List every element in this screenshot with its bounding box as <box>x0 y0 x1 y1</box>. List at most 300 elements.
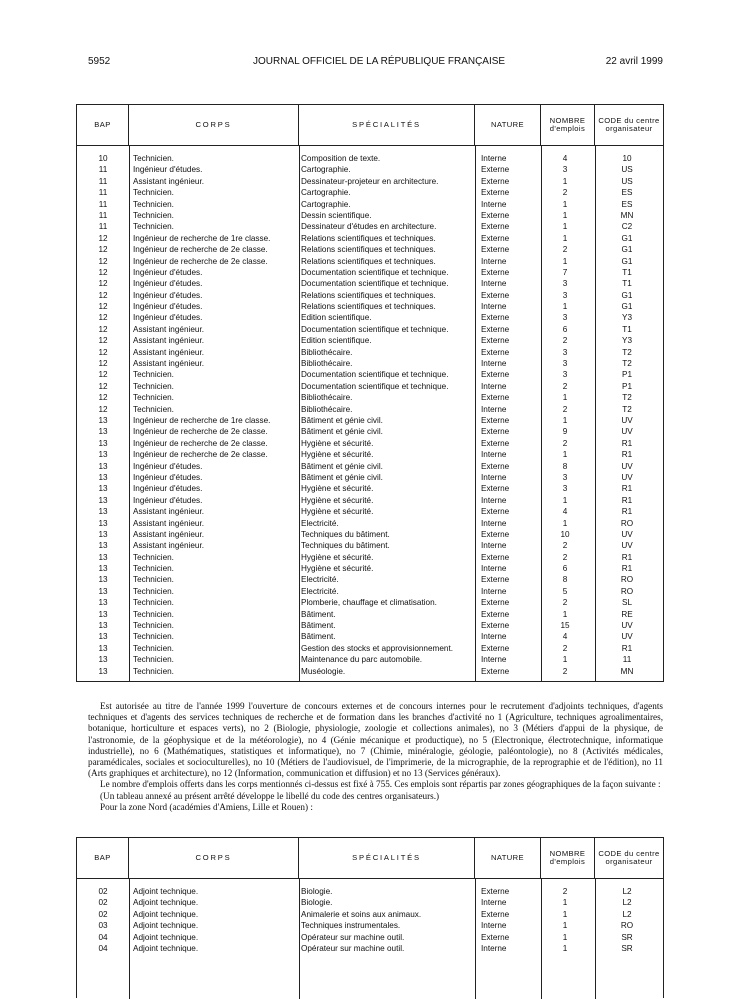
table-row <box>77 495 663 506</box>
cell-code: R1 <box>621 507 633 517</box>
cell-specialite: Electricité. <box>301 575 339 585</box>
cell-nature: Interne <box>481 472 507 482</box>
cell-code: SR <box>621 943 633 953</box>
cell-code: T1 <box>622 324 632 334</box>
cell-nombre: 1 <box>562 898 568 908</box>
table-row <box>77 586 663 597</box>
table-row <box>77 438 663 449</box>
cell-corps: Ingénieur de recherche de 2e classe. <box>133 245 268 255</box>
cell-bap: 13 <box>98 586 108 596</box>
cell-nombre: 1 <box>562 393 568 403</box>
table-row <box>77 654 663 665</box>
cell-bap: 13 <box>98 427 108 437</box>
cell-bap: 12 <box>98 393 108 403</box>
cell-specialite: Animalerie et soins aux animaux. <box>301 909 422 919</box>
cell-nature: Interne <box>481 943 507 953</box>
cell-code: UV <box>621 472 633 482</box>
table-row <box>77 153 663 164</box>
cell-code: G1 <box>621 290 633 300</box>
cell-specialite: Gestion des stocks et approvisionnement. <box>301 643 454 653</box>
cell-bap: 02 <box>98 909 108 919</box>
cell-bap: 12 <box>98 370 108 380</box>
cell-nature: Externe <box>481 461 510 471</box>
cell-corps: Ingénieur d'études. <box>133 302 203 312</box>
cell-specialite: Bâtiment et génie civil. <box>301 472 383 482</box>
cell-nombre: 9 <box>562 427 568 437</box>
cell-specialite: Documentation scientifique et technique. <box>301 370 449 380</box>
cell-corps: Technicien. <box>133 575 174 585</box>
cell-nombre: 3 <box>562 472 568 482</box>
table-row <box>77 932 663 943</box>
cell-corps: Technicien. <box>133 381 174 391</box>
cell-bap: 10 <box>98 154 108 163</box>
cell-code: MN <box>620 666 634 676</box>
cell-bap: 13 <box>98 472 108 482</box>
cell-bap: 02 <box>98 887 108 896</box>
cell-bap: 11 <box>98 188 108 198</box>
cell-nombre: 1 <box>562 943 568 953</box>
paragraph-count: Le nombre d'emplois offerts dans les corps mentionnés ci-dessus est fixé à 755. Ces emplois sont répartis par zones géographiques de la façon suivante : <box>100 779 661 790</box>
col-bap: BAP <box>77 838 129 878</box>
cell-code: US <box>621 165 633 175</box>
cell-nature: Interne <box>481 199 507 209</box>
cell-bap: 13 <box>98 529 108 539</box>
cell-nombre: 1 <box>562 176 568 186</box>
cell-nombre: 1 <box>562 921 568 931</box>
cell-code: UV <box>621 427 633 437</box>
cell-bap: 11 <box>98 176 108 186</box>
cell-nature: Externe <box>481 290 510 300</box>
cell-code: T1 <box>622 279 632 289</box>
cell-nature: Interne <box>481 564 507 574</box>
col-code: CODE du centre organisateur <box>598 848 660 866</box>
cell-nombre: 1 <box>562 609 568 619</box>
cell-nombre: 4 <box>562 154 568 163</box>
table-row <box>77 415 663 426</box>
cell-nombre: 1 <box>562 210 568 220</box>
cell-specialite: Relations scientifiques et techniques. <box>301 233 436 243</box>
cell-specialite: Relations scientifiques et techniques. <box>301 256 436 266</box>
table-row <box>77 506 663 517</box>
cell-nature: Externe <box>481 438 510 448</box>
cell-specialite: Dessinateur d'études en architecture. <box>301 222 437 232</box>
issue-date: 22 avril 1999 <box>605 56 663 67</box>
table-row <box>77 221 663 232</box>
cell-code: G1 <box>621 256 633 266</box>
cell-nature: Interne <box>481 655 507 665</box>
cell-code: SR <box>621 932 633 942</box>
col-corps: CORPS <box>129 838 299 878</box>
cell-corps: Technicien. <box>133 586 174 596</box>
journal-title: JOURNAL OFFICIEL DE LA RÉPUBLIQUE FRANÇAISE <box>253 56 506 67</box>
cell-corps: Technicien. <box>133 655 174 665</box>
cell-nombre: 1 <box>562 233 568 243</box>
table-row <box>77 909 663 920</box>
cell-nature: Externe <box>481 233 510 243</box>
cell-specialite: Bâtiment et génie civil. <box>301 461 383 471</box>
table-row <box>77 278 663 289</box>
cell-bap: 12 <box>98 336 108 346</box>
cell-corps: Ingénieur de recherche de 2e classe. <box>133 450 268 460</box>
table-row <box>77 404 663 415</box>
cell-bap: 12 <box>98 302 108 312</box>
cell-nombre: 1 <box>562 655 568 665</box>
cell-nature: Externe <box>481 484 510 494</box>
cell-bap: 13 <box>98 518 108 528</box>
cell-bap: 13 <box>98 609 108 619</box>
cell-bap: 13 <box>98 598 108 608</box>
cell-nombre: 1 <box>562 222 568 232</box>
cell-corps: Adjoint technique. <box>133 909 199 919</box>
cell-nature: Externe <box>481 932 510 942</box>
cell-nature: Externe <box>481 165 510 175</box>
cell-nature: Interne <box>481 279 507 289</box>
table-row <box>77 324 663 335</box>
table-row <box>77 449 663 460</box>
cell-corps: Ingénieur d'études. <box>133 267 203 277</box>
cell-code: T2 <box>622 393 632 403</box>
cell-code: 11 <box>622 655 632 665</box>
cell-corps: Ingénieur d'études. <box>133 472 203 482</box>
paragraph-authorization: Est autorisée au titre de l'année 1999 l'ouverture de concours externes et de concours internes pour le recrutement d'adjoints techniques, d'agents techniques et d'agents des services techniques de recherche et de formation dans les branches d'activité no 1 (Agriculture, techniques agroalimentaires, botanique, horticulture et espaces verts), no 2 (Biologie, physiologie, zoologie et collections animales), no 3 (Métiers d'appui de la physique, de l'astronomie, de la géophysique et de la météorologie), no 4 (Génie mécanique et productique), no 5 (Electronique, électrotechnique, informatique industrielle), no 6 (Mathématiques, statistiques et informatique), no 7 (Chimie, minéralogie, géologie, paléontologie), no 8 (Activités médicales, paramédicales, sociales et socioculturelles), no 10 (Métiers de l'audiovisuel, de l'imprimerie, de la micrographie, de la reprographie et de l'édition), no 11 (Arts graphiques et architecture), no 12 (Information, communication et diffusion) et no 13 (Services généraux). <box>88 701 663 779</box>
cell-specialite: Documentation scientifique et technique. <box>301 381 449 391</box>
table-recruitment-zone-nord <box>76 837 664 998</box>
cell-nombre: 8 <box>562 461 568 471</box>
cell-specialite: Electricité. <box>301 518 339 528</box>
cell-corps: Technicien. <box>133 210 174 220</box>
table-row <box>77 358 663 369</box>
cell-specialite: Hygiène et sécurité. <box>301 438 374 448</box>
cell-specialite: Hygiène et sécurité. <box>301 552 374 562</box>
cell-nature: Externe <box>481 643 510 653</box>
cell-nature: Externe <box>481 324 510 334</box>
cell-bap: 13 <box>98 495 108 505</box>
cell-corps: Adjoint technique. <box>133 921 199 931</box>
cell-bap: 13 <box>98 621 108 631</box>
cell-nature: Externe <box>481 887 510 896</box>
cell-nature: Interne <box>481 381 507 391</box>
cell-corps: Ingénieur d'études. <box>133 279 203 289</box>
table-row <box>77 335 663 346</box>
cell-nombre: 3 <box>562 484 568 494</box>
cell-nombre: 2 <box>562 552 568 562</box>
col-nombre: NOMBRE d'emplois <box>541 838 595 878</box>
cell-nature: Interne <box>481 586 507 596</box>
cell-nombre: 2 <box>562 245 568 255</box>
cell-specialite: Bibliothécaire. <box>301 393 353 403</box>
col-code: CODE du centre organisateur <box>598 115 660 133</box>
paragraph-annex-note: (Un tableau annexé au présent arrêté développe le libellé du code des centres organisateurs.) <box>100 790 440 801</box>
table-row <box>77 666 663 677</box>
cell-specialite: Biologie. <box>301 898 333 908</box>
cell-bap: 13 <box>98 666 108 676</box>
cell-nombre: 1 <box>562 450 568 460</box>
cell-corps: Ingénieur d'études. <box>133 290 203 300</box>
cell-bap: 12 <box>98 404 108 414</box>
cell-nature: Interne <box>481 921 507 931</box>
table-row <box>77 643 663 654</box>
table-row <box>77 886 663 897</box>
cell-specialite: Cartographie. <box>301 199 351 209</box>
cell-corps: Assistant ingénieur. <box>133 324 205 334</box>
cell-nombre: 3 <box>562 313 568 323</box>
cell-nombre: 15 <box>560 621 570 631</box>
cell-code: RE <box>621 609 633 619</box>
table-row <box>77 943 663 954</box>
cell-specialite: Edition scientifique. <box>301 313 372 323</box>
cell-specialite: Documentation scientifique et technique. <box>301 279 449 289</box>
cell-nombre: 1 <box>562 302 568 312</box>
cell-nombre: 2 <box>562 541 568 551</box>
cell-bap: 12 <box>98 233 108 243</box>
cell-nature: Interne <box>481 450 507 460</box>
cell-corps: Adjoint technique. <box>133 943 199 953</box>
cell-nombre: 1 <box>562 518 568 528</box>
cell-corps: Technicien. <box>133 222 174 232</box>
table-row <box>77 574 663 585</box>
table-row <box>77 347 663 358</box>
cell-code: RO <box>620 518 634 528</box>
cell-bap: 13 <box>98 552 108 562</box>
cell-corps: Assistant ingénieur. <box>133 347 205 357</box>
cell-specialite: Dessin scientifique. <box>301 210 372 220</box>
cell-specialite: Documentation scientifique et technique. <box>301 267 449 277</box>
cell-corps: Technicien. <box>133 188 174 198</box>
table-row <box>77 199 663 210</box>
cell-specialite: Bâtiment. <box>301 609 336 619</box>
cell-code: UV <box>621 621 633 631</box>
cell-nombre: 2 <box>562 666 568 676</box>
cell-nombre: 5 <box>562 586 568 596</box>
table-row <box>77 631 663 642</box>
cell-code: UV <box>621 415 633 425</box>
cell-corps: Technicien. <box>133 666 174 676</box>
cell-specialite: Bibliothécaire. <box>301 404 353 414</box>
cell-code: L2 <box>622 909 632 919</box>
cell-code: RO <box>620 575 634 585</box>
cell-code: UV <box>621 632 633 642</box>
cell-nature: Externe <box>481 529 510 539</box>
cell-bap: 13 <box>98 415 108 425</box>
cell-corps: Assistant ingénieur. <box>133 507 205 517</box>
cell-bap: 12 <box>98 279 108 289</box>
cell-nature: Externe <box>481 666 510 676</box>
cell-code: R1 <box>621 484 633 494</box>
table-row <box>77 552 663 563</box>
cell-nature: Externe <box>481 210 510 220</box>
cell-nature: Interne <box>481 256 507 266</box>
cell-bap: 13 <box>98 484 108 494</box>
cell-specialite: Bâtiment. <box>301 632 336 642</box>
cell-nature: Externe <box>481 609 510 619</box>
cell-bap: 12 <box>98 313 108 323</box>
table-row <box>77 312 663 323</box>
cell-corps: Ingénieur d'études. <box>133 461 203 471</box>
cell-specialite: Hygiène et sécurité. <box>301 507 374 517</box>
cell-corps: Ingénieur d'études. <box>133 484 203 494</box>
table-row <box>77 483 663 494</box>
cell-nombre: 8 <box>562 575 568 585</box>
cell-specialite: Techniques du bâtiment. <box>301 529 390 539</box>
table-row <box>77 267 663 278</box>
cell-corps: Technicien. <box>133 621 174 631</box>
table-row <box>77 244 663 255</box>
cell-nombre: 1 <box>562 495 568 505</box>
cell-bap: 13 <box>98 507 108 517</box>
cell-code: T2 <box>622 359 632 369</box>
cell-nombre: 6 <box>562 324 568 334</box>
cell-corps: Technicien. <box>133 393 174 403</box>
cell-bap: 11 <box>98 222 108 232</box>
cell-code: RO <box>620 586 634 596</box>
cell-bap: 13 <box>98 575 108 585</box>
cell-nombre: 3 <box>562 279 568 289</box>
table-row <box>77 210 663 221</box>
cell-bap: 03 <box>98 921 108 931</box>
cell-nombre: 3 <box>562 359 568 369</box>
cell-code: R1 <box>621 450 633 460</box>
table-body <box>77 879 663 999</box>
cell-corps: Technicien. <box>133 154 174 163</box>
cell-nature: Externe <box>481 621 510 631</box>
cell-corps: Assistant ingénieur. <box>133 518 205 528</box>
table-row <box>77 187 663 198</box>
cell-nature: Interne <box>481 154 507 163</box>
table-row <box>77 426 663 437</box>
cell-nombre: 4 <box>562 507 568 517</box>
cell-bap: 12 <box>98 267 108 277</box>
cell-bap: 13 <box>98 643 108 653</box>
cell-corps: Assistant ingénieur. <box>133 529 205 539</box>
table-row <box>77 540 663 551</box>
cell-code: L2 <box>622 898 632 908</box>
cell-specialite: Bibliothécaire. <box>301 359 353 369</box>
cell-nombre: 7 <box>562 267 568 277</box>
cell-bap: 11 <box>98 210 108 220</box>
cell-bap: 04 <box>98 943 108 953</box>
cell-code: G1 <box>621 245 633 255</box>
cell-corps: Assistant ingénieur. <box>133 176 205 186</box>
cell-bap: 02 <box>98 898 108 908</box>
cell-code: RO <box>620 921 634 931</box>
cell-specialite: Bibliothécaire. <box>301 347 353 357</box>
cell-nature: Interne <box>481 632 507 642</box>
cell-specialite: Opérateur sur machine outil. <box>301 932 405 942</box>
cell-specialite: Documentation scientifique et technique. <box>301 324 449 334</box>
cell-bap: 13 <box>98 632 108 642</box>
cell-nature: Externe <box>481 598 510 608</box>
cell-specialite: Bâtiment et génie civil. <box>301 415 383 425</box>
cell-bap: 12 <box>98 347 108 357</box>
cell-specialite: Electricité. <box>301 586 339 596</box>
cell-corps: Ingénieur d'études. <box>133 313 203 323</box>
cell-nature: Externe <box>481 370 510 380</box>
cell-code: SL <box>621 598 632 608</box>
cell-nature: Interne <box>481 495 507 505</box>
cell-nombre: 2 <box>562 643 568 653</box>
cell-specialite: Cartographie. <box>301 165 351 175</box>
cell-code: ES <box>621 199 633 209</box>
cell-nature: Externe <box>481 188 510 198</box>
col-nature: NATURE <box>475 838 541 878</box>
table-row <box>77 563 663 574</box>
cell-specialite: Hygiène et sécurité. <box>301 484 374 494</box>
cell-corps: Ingénieur d'études. <box>133 165 203 175</box>
cell-specialite: Bâtiment. <box>301 621 336 631</box>
cell-bap: 12 <box>98 256 108 266</box>
cell-specialite: Relations scientifiques et techniques. <box>301 245 436 255</box>
cell-bap: 13 <box>98 564 108 574</box>
cell-code: G1 <box>621 233 633 243</box>
col-nature: NATURE <box>475 105 541 145</box>
cell-nombre: 10 <box>560 529 570 539</box>
cell-nature: Externe <box>481 552 510 562</box>
cell-specialite: Muséologie. <box>301 666 346 676</box>
cell-bap: 12 <box>98 290 108 300</box>
cell-nature: Externe <box>481 393 510 403</box>
body-text <box>88 701 663 813</box>
cell-code: UV <box>621 461 633 471</box>
cell-bap: 13 <box>98 655 108 665</box>
cell-corps: Technicien. <box>133 632 174 642</box>
cell-code: 10 <box>622 154 632 163</box>
cell-bap: 13 <box>98 438 108 448</box>
cell-code: UV <box>621 541 633 551</box>
table-row <box>77 518 663 529</box>
cell-bap: 11 <box>98 165 108 175</box>
table-row <box>77 369 663 380</box>
table-row <box>77 461 663 472</box>
cell-code: G1 <box>621 302 633 312</box>
cell-bap: 13 <box>98 541 108 551</box>
cell-specialite: Maintenance du parc automobile. <box>301 655 423 665</box>
cell-nombre: 2 <box>562 404 568 414</box>
table-header <box>77 838 663 879</box>
cell-code: R1 <box>621 552 633 562</box>
cell-specialite: Opérateur sur machine outil. <box>301 943 405 953</box>
cell-nature: Externe <box>481 267 510 277</box>
cell-specialite: Techniques instrumentales. <box>301 921 401 931</box>
cell-corps: Assistant ingénieur. <box>133 336 205 346</box>
cell-nature: Interne <box>481 541 507 551</box>
table-row <box>77 301 663 312</box>
cell-specialite: Hygiène et sécurité. <box>301 564 374 574</box>
cell-nature: Externe <box>481 575 510 585</box>
cell-corps: Assistant ingénieur. <box>133 359 205 369</box>
cell-corps: Technicien. <box>133 598 174 608</box>
col-specialites: SPÉCIALITÉS <box>299 838 475 878</box>
cell-nature: Externe <box>481 427 510 437</box>
cell-code: T2 <box>622 404 632 414</box>
cell-corps: Assistant ingénieur. <box>133 541 205 551</box>
cell-nature: Externe <box>481 507 510 517</box>
cell-nombre: 1 <box>562 199 568 209</box>
cell-nature: Interne <box>481 302 507 312</box>
cell-bap: 13 <box>98 461 108 471</box>
table-row <box>77 897 663 908</box>
cell-corps: Adjoint technique. <box>133 887 199 896</box>
cell-corps: Ingénieur de recherche de 2e classe. <box>133 256 268 266</box>
cell-nature: Interne <box>481 518 507 528</box>
cell-code: R1 <box>621 495 633 505</box>
cell-nature: Externe <box>481 415 510 425</box>
table-row <box>77 529 663 540</box>
cell-nombre: 2 <box>562 598 568 608</box>
cell-bap: 11 <box>98 199 108 209</box>
table-row <box>77 920 663 931</box>
paragraph-zone-nord: Pour la zone Nord (académies d'Amiens, Lille et Rouen) : <box>100 801 313 812</box>
cell-code: L2 <box>622 887 632 896</box>
